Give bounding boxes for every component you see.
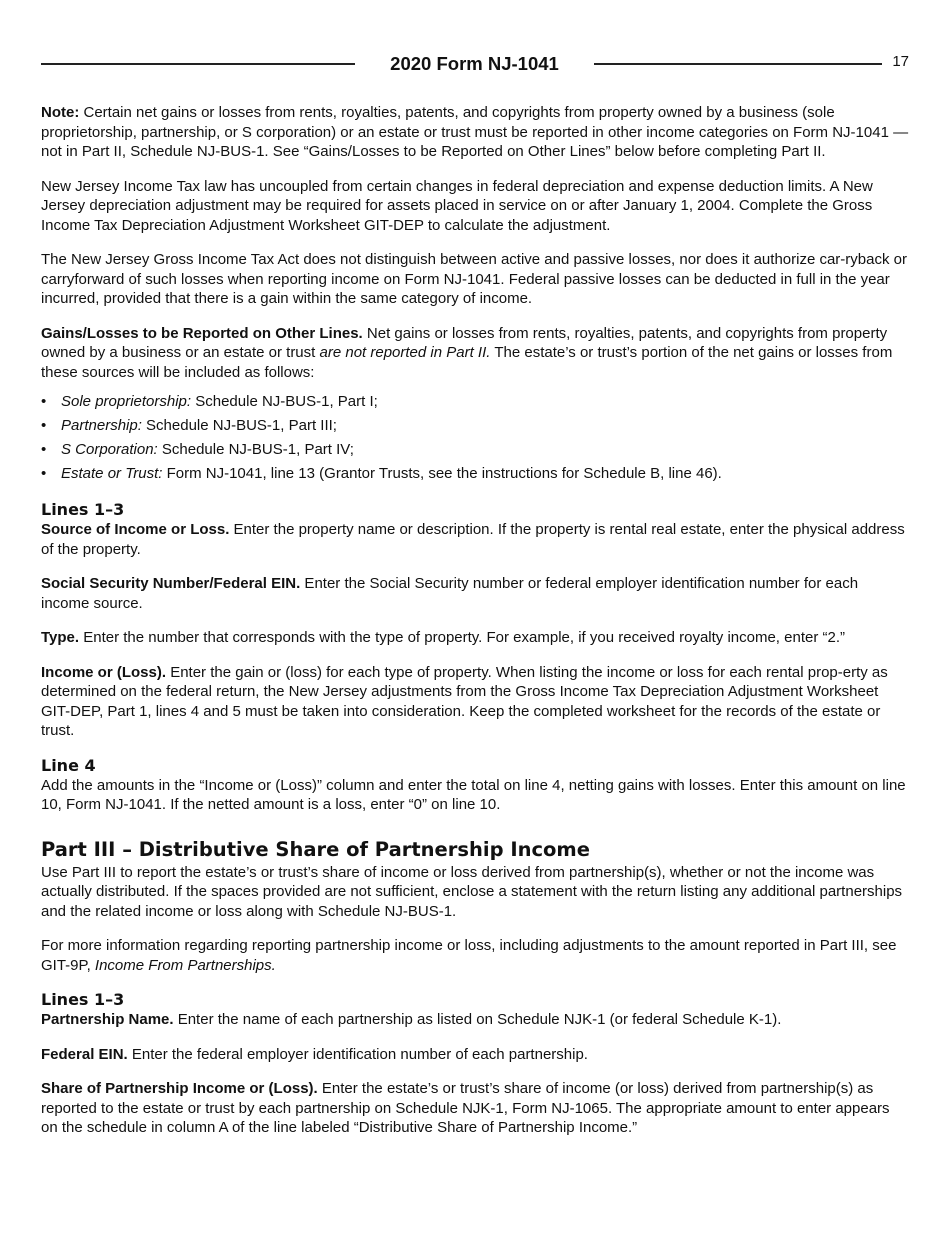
partnership-name-label: Partnership Name. <box>41 1011 174 1028</box>
bullet-text: Schedule NJ-BUS-1, Part III; <box>141 417 337 434</box>
gains-losses-italic: are not reported in Part II. <box>319 344 491 361</box>
list-item <box>61 464 909 484</box>
bullet-text: Form NJ-1041, line 13 (Grantor Trusts, see the instructions for Schedule B, line 46). <box>162 465 722 482</box>
partnership-name-paragraph <box>41 1010 909 1030</box>
type-paragraph <box>41 628 909 648</box>
list-item <box>61 392 909 412</box>
bullet-label: Partnership: <box>61 417 142 434</box>
type-label: Type. <box>41 629 80 646</box>
type-text: Enter the number that corresponds with the type of property. For example, if you received royalty income, enter “2.” <box>79 629 845 646</box>
share-label: Share of Partnership Income or (Loss). <box>41 1080 318 1097</box>
note-text: Certain net gains or losses from rents, royalties, patents, and copyrights from property owned by a business (sole proprietorship, partnership, or S corporation) or an estate or trust must be reported in other income categories on Form NJ-1041 — not in Part II, Schedule NJ-BUS-1. See “Gains/Losses to be Reported on Other Lines” below before completing Part II. <box>41 104 909 160</box>
income-paragraph <box>41 663 909 741</box>
income-label: Income or (Loss). <box>41 663 167 681</box>
part3-heading: Part III – Distributive Share of Partnership Income <box>41 837 590 861</box>
bullet-text: Schedule NJ-BUS-1, Part I; <box>191 393 378 410</box>
gains-losses-text-1: Net gains or losses from rents, royalties, patents, and copyrights from property owned by a business or an estate or trust <box>41 324 888 361</box>
bullet-label: S Corporation: <box>61 441 158 458</box>
gains-losses-paragraph <box>41 324 909 383</box>
passive-losses-paragraph: The New Jersey Gross Income Tax Act does not distinguish between active and passive losses, nor does it authorize car-ryback or carryforward of such losses when reporting income on Form NJ-1041. Federal passive losses can be deducted in full in the year incurred, provided that there is a gain within the same category of income. <box>41 251 907 307</box>
section-heading-lines-1-3: Lines 1–3 <box>41 500 125 519</box>
federal-ein-label: Federal EIN. <box>41 1045 128 1063</box>
gains-losses-label: Gains/Losses to be Reported on Other Lines. <box>41 324 363 342</box>
page-content <box>41 103 909 1138</box>
share-text: Enter the estate’s or trust’s share of income (or loss) derived from partnership(s) as reported to the estate or trust by each partnership on Schedule NJK-1, Form NJ-1065. The appropriate amount to enter appears on the schedule in column A of the line labeled “Distributive Share of Partnership Income.” <box>41 1080 890 1136</box>
ssn-label: Social Security Number/Federal EIN. <box>41 575 301 592</box>
federal-ein-paragraph <box>41 1045 909 1065</box>
source-text: Enter the property name or description. If the property is rental real estate, enter the physical address of the property. <box>41 521 905 558</box>
source-paragraph <box>41 520 909 559</box>
header-rule-left <box>41 63 355 65</box>
bullet-text: Schedule NJ-BUS-1, Part IV; <box>157 441 354 458</box>
source-label: Source of Income or Loss. <box>41 521 230 538</box>
depreciation-paragraph: New Jersey Income Tax law has uncoupled from certain changes in federal depreciation and expense deduction limits. A New Jersey depreciation adjustment may be required for assets placed in service on or after January 1, 2004. Complete the Gross Income Tax Depreciation Adjustment Worksheet GIT-DEP to calculate the adjustment. <box>41 177 873 234</box>
header-rule-right <box>594 63 882 65</box>
line4-paragraph: Add the amounts in the “Income or (Loss)” column and enter the total on line 4, netting gains with losses. Enter this amount on line 10, Form NJ-1041. If the netted amount is a loss, enter “0” on line 10. <box>41 776 906 813</box>
part3-lines-heading: Lines 1–3 <box>41 990 125 1009</box>
section-heading-line-4: Line 4 <box>41 755 96 775</box>
ssn-text: Enter the Social Security number or federal employer identification number for each income source. <box>41 575 859 612</box>
note-label: Note: <box>41 104 80 121</box>
reporting-bullet-list <box>41 392 909 484</box>
note-paragraph <box>41 103 909 162</box>
list-item <box>61 416 909 436</box>
page-header <box>41 52 909 76</box>
partnership-name-text: Enter the name of each partnership as listed on Schedule NJK-1 (or federal Schedule K-1). <box>173 1011 782 1028</box>
part3-paragraph-1: Use Part III to report the estate’s or trust’s share of income or loss derived from partnership(s), whether or not the income was actually distributed. If the spaces provided are not sufficient, enclose a statement with the return listing any additional partnerships and the related income or loss along with Schedule NJ-BUS-1. <box>41 863 903 920</box>
bullet-label: Sole proprietorship: <box>61 393 192 410</box>
federal-ein-text: Enter the federal employer identification number of each partnership. <box>127 1045 588 1063</box>
share-paragraph <box>41 1079 909 1138</box>
part3-paragraph-2-text: For more information regarding reporting partnership income or loss, including adjustments to the amount reported in Part III, see GIT-9P, <box>41 937 897 974</box>
page-number: 17 <box>892 53 909 70</box>
gains-losses-text-2: The estate’s or trust’s portion of the net gains or losses from these sources will be included as follows: <box>41 344 893 381</box>
part3-paragraph-2-italic: Income From Partnerships. <box>94 956 276 974</box>
page-title: 2020 Form NJ-1041 <box>390 53 559 74</box>
ssn-paragraph <box>41 574 909 613</box>
part3-paragraph-2 <box>41 936 909 975</box>
bullet-label: Estate or Trust: <box>61 465 163 482</box>
list-item <box>61 440 909 460</box>
income-text: Enter the gain or (loss) for each type of property. When listing the income or loss for each rental prop-erty as determined on the federal return, the New Jersey adjustments from the Gross Income Tax Depreciation Adjustment Worksheet GIT-DEP, Part 1, lines 4 and 5 must be taken into consideration. Keep the completed worksheet for the records of the estate or trust. <box>41 663 888 739</box>
